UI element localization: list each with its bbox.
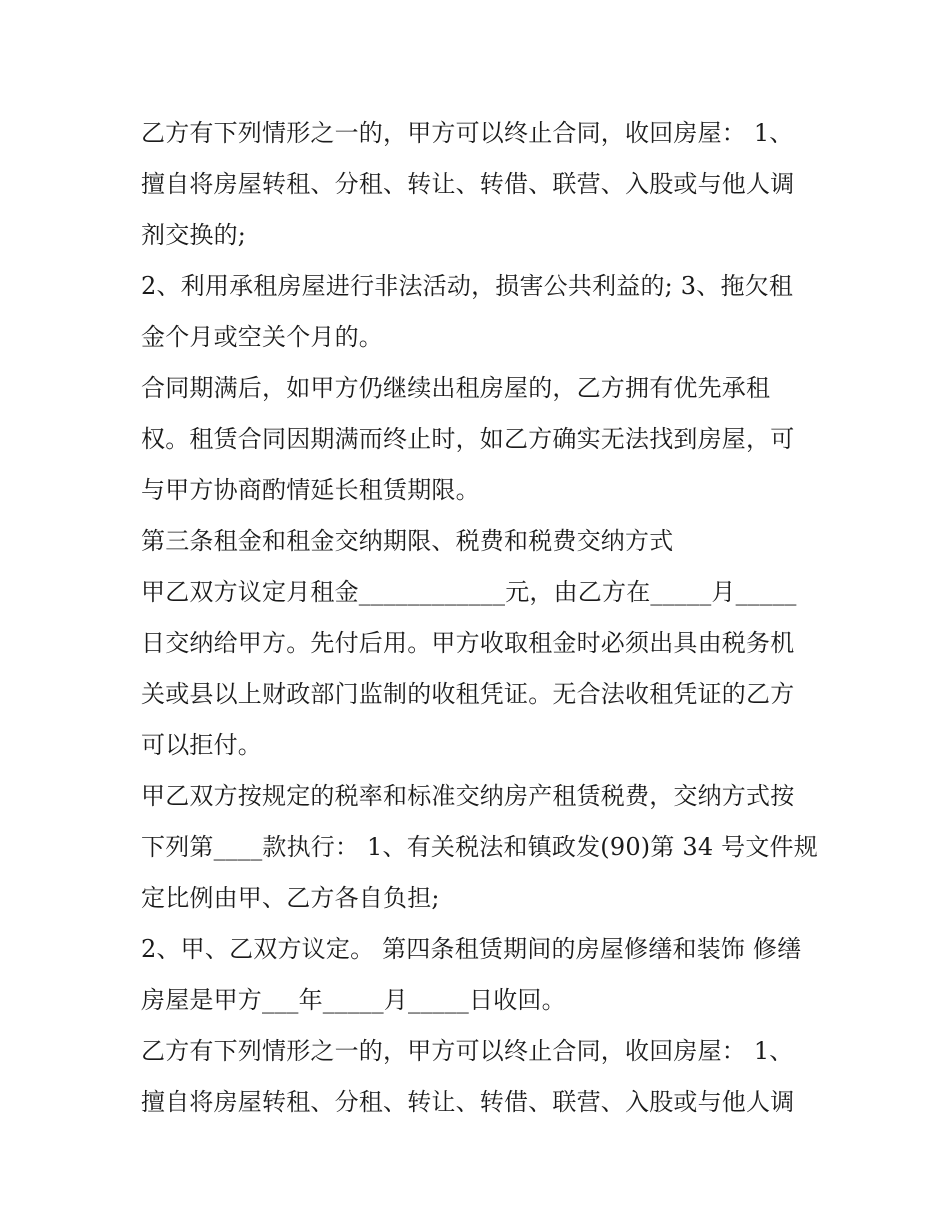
text-line: 下列第____款执行： 1、有关税法和镇政发(90)第 34 号文件规 [141,833,818,861]
text-line: 擅自将房屋转租、分租、转让、转借、联营、入股或与他人调 [141,170,795,198]
text-line: 合同期满后，如甲方仍继续出租房屋的，乙方拥有优先承租 [141,374,771,402]
text-line: 房屋是甲方___年_____月_____日收回。 [141,986,566,1014]
text-line: 甲乙双方按规定的税率和标准交纳房产租赁税费，交纳方式按 [141,782,795,810]
text-line: 定比例由甲、乙方各自负担; [141,884,440,912]
text-line: 乙方有下列情形之一的，甲方可以终止合同，收回房屋： 1、 [141,1037,794,1065]
text-line: 日交纳给甲方。先付后用。甲方收取租金时必须出具由税务机 [141,629,795,657]
document-body [141,108,831,1128]
text-line: 擅自将房屋转租、分租、转让、转借、联营、入股或与他人调 [141,1088,795,1116]
text-line: 甲乙双方议定月租金____________元，由乙方在_____月_____ [141,578,797,606]
text-line: 剂交换的; [141,221,247,249]
text-line: 2、利用承租房屋进行非法活动，损害公共利益的; 3、拖欠租 [141,272,794,300]
text-line: 金个月或空关个月的。 [141,323,383,351]
text-line: 可以拒付。 [141,731,262,759]
text-line: 与甲方协商酌情延长租赁期限。 [141,476,480,504]
text-line: 2、甲、乙双方议定。 第四条租赁期间的房屋修缮和装饰 修缮 [141,935,802,963]
text-line: 关或县以上财政部门监制的收租凭证。无合法收租凭证的乙方 [141,680,795,708]
text-line: 权。租赁合同因期满而终止时，如乙方确实无法找到房屋，可 [141,425,795,453]
section-heading: 第三条租金和租金交纳期限、税费和税费交纳方式 [141,527,674,555]
text-line: 乙方有下列情形之一的，甲方可以终止合同，收回房屋： 1、 [141,119,794,147]
